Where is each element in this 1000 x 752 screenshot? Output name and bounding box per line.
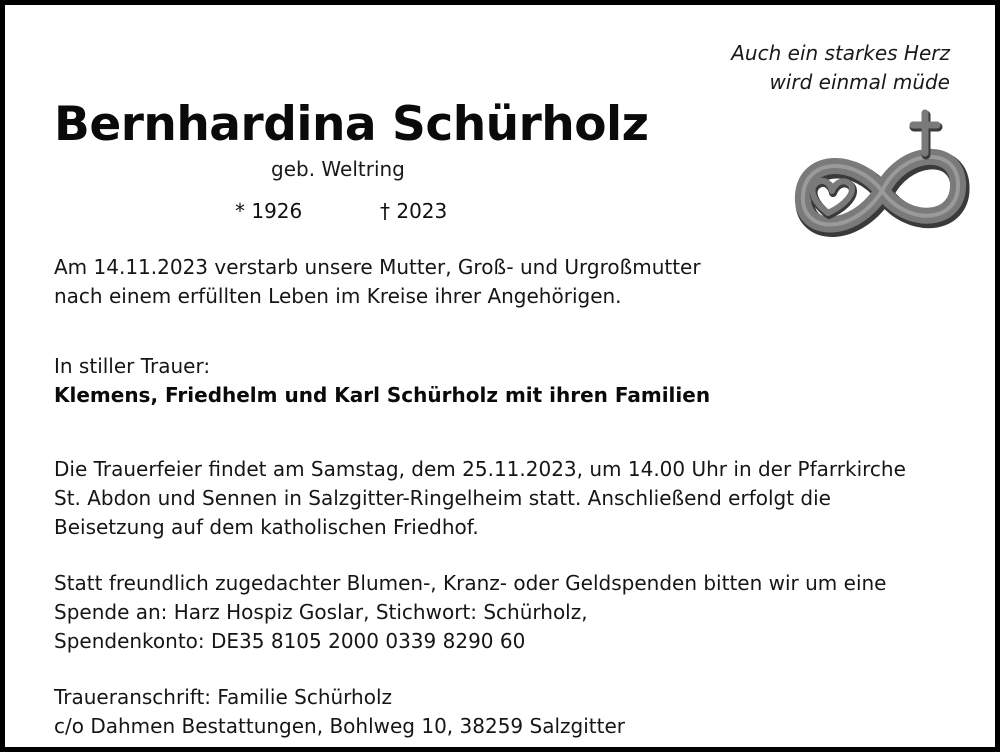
- address-line-2: c/o Dahmen Bestattungen, Bohlweg 10, 38259 Salzgitter: [54, 714, 625, 738]
- donation-line-2: Spende an: Harz Hospiz Goslar, Stichwort: Schürholz,: [54, 600, 588, 624]
- infinity-heart-cross-icon: [790, 105, 970, 270]
- announcement: [54, 253, 701, 311]
- maiden-name: geb. Weltring: [271, 157, 405, 181]
- mourners: [54, 352, 710, 410]
- death-year: † 2023: [380, 199, 448, 223]
- funeral-line-1: Die Trauerfeier findet am Samstag, dem 25.11.2023, um 14.00 Uhr in der Pfarrkirche: [54, 457, 906, 481]
- address-line-1: Traueranschrift: Familie Schürholz: [54, 685, 393, 709]
- funeral-line-2: St. Abdon und Sennen in Salzgitter-Ringelheim statt. Anschließend erfolgt die: [54, 486, 831, 510]
- motto-line-2: wird einmal müde: [769, 70, 950, 94]
- announcement-line-1: Am 14.11.2023 verstarb unsere Mutter, Groß- und Urgroßmutter: [54, 255, 701, 279]
- funeral-info: [54, 455, 906, 542]
- mourners-family: Klemens, Friedhelm und Karl Schürholz mit ihren Familien: [54, 383, 711, 407]
- motto: [731, 39, 950, 97]
- funeral-line-3: Beisetzung auf dem katholischen Friedhof.: [54, 515, 479, 539]
- donation-info: [54, 569, 887, 656]
- donation-line-1: Statt freundlich zugedachter Blumen-, Kranz- oder Geldspenden bitten wir um eine: [54, 571, 887, 595]
- mourning-address: [54, 683, 625, 741]
- birth-year: * 1926: [235, 199, 303, 223]
- deceased-name: Bernhardina Schürholz: [54, 97, 649, 152]
- mourners-intro: In stiller Trauer:: [54, 354, 211, 378]
- announcement-line-2: nach einem erfüllten Leben im Kreise ihrer Angehörigen.: [54, 284, 622, 308]
- donation-account: Spendenkonto: DE35 8105 2000 0339 8290 60: [54, 629, 526, 653]
- motto-line-1: Auch ein starkes Herz: [731, 41, 950, 65]
